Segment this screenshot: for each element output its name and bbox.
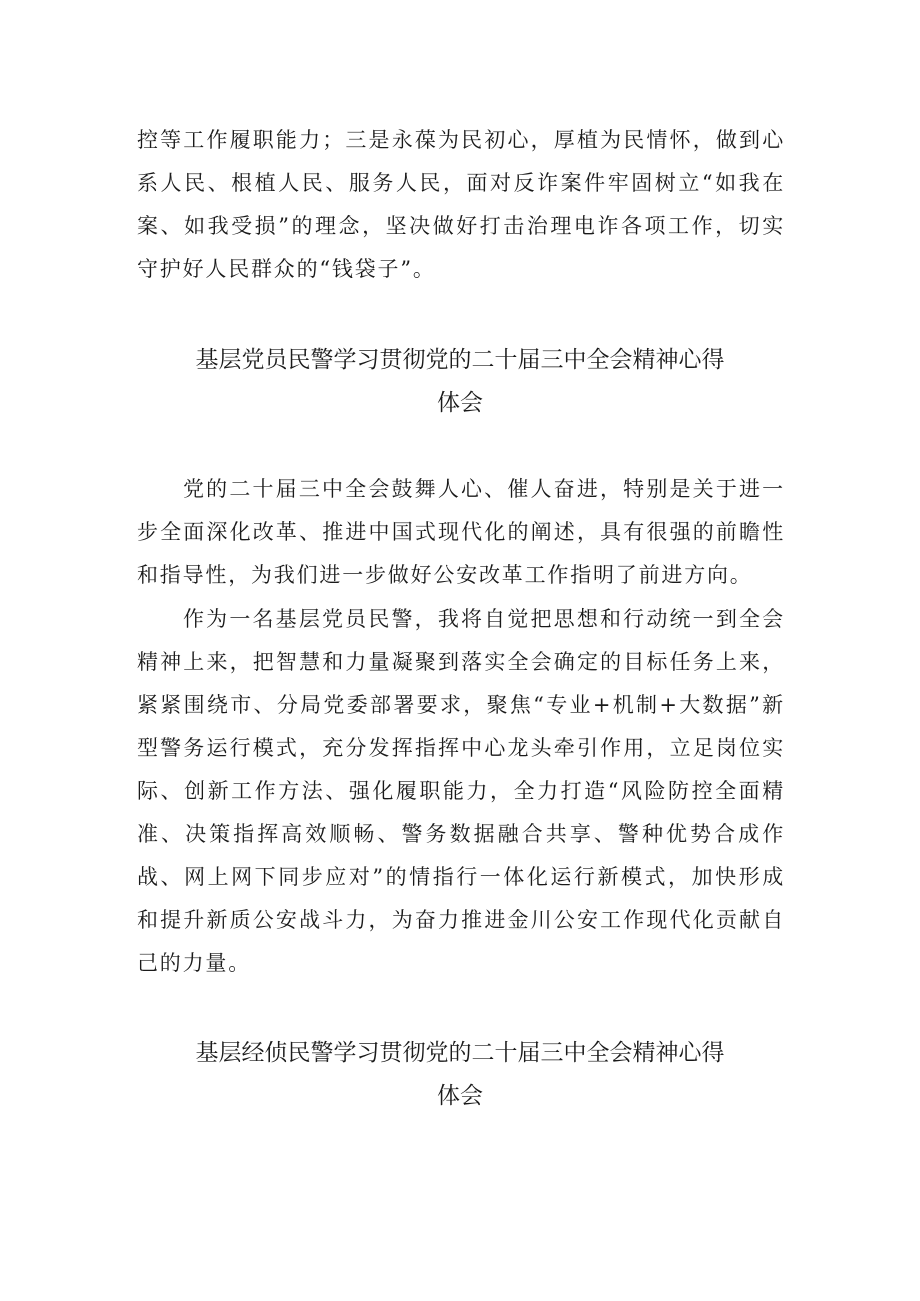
section-1-title: [0, 339, 920, 425]
section-2-title: [0, 1032, 920, 1118]
section-1-title-line-2: 体会: [437, 390, 483, 416]
section-1-paragraph-2: 作为一名基层党员民警，我将自觉把思想和行动统一到全会精神上来，把智慧和力量凝聚到落实全会确定的目标任务上来，紧紧围绕市、分局党委部署要求，聚焦“专业+机制+大数据”新型警务运行模式，充分发挥指挥中心龙头牵引作用，立足岗位实际、创新工作方法、强化履职能力，全力打造“风险防控全面精准、决策指挥高效顺畅、警务数据融合共享、警种优势合成作战、网上网下同步应对”的情指行一体化运行新模式，加快形成和提升新质公安战斗力，为奋力推进金川公安工作现代化贡献自己的力量。: [137, 607, 785, 975]
continued-paragraph: 控等工作履职能力；三是永葆为民初心，厚植为民情怀，做到心系人民、根植人民、服务人民，面对反诈案件牢固树立“如我在案、如我受损”的理念，坚决做好打击治理电诈各项工作，切实守护好人民群众的“钱袋子”。: [137, 128, 785, 281]
section-1-paragraph-1: 党的二十届三中全会鼓舞人心、催人奋进，特别是关于进一步全面深化改革、推进中国式现代化的阐述，具有很强的前瞻性和指导性，为我们进一步做好公安改革工作指明了前进方向。: [137, 477, 785, 587]
section-2-title-line-1: 基层经侦民警学习贯彻党的二十届三中全会精神心得: [195, 1040, 725, 1066]
section-2-title-line-2: 体会: [437, 1083, 483, 1109]
section-1-title-line-1: 基层党员民警学习贯彻党的二十届三中全会精神心得: [195, 347, 725, 373]
